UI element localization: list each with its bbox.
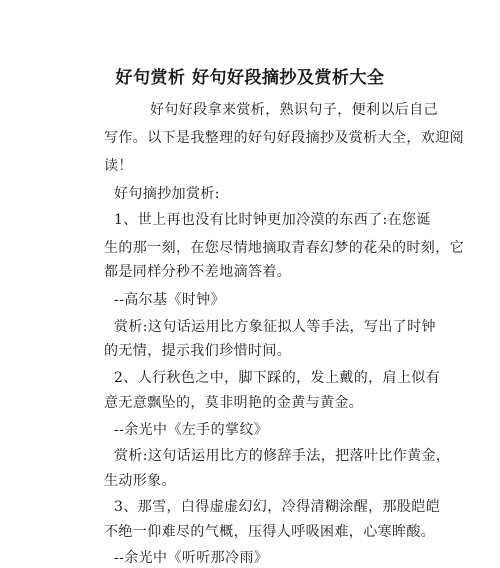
quote-2-line-1: 2、人行秋色之中，脚下踩的，发上戴的，肩上似有 (114, 370, 441, 386)
quote-1-line-3: 都是同样分秒不差地滴答着。 (104, 264, 292, 280)
quote-3-line-2: 不绝一仰难尽的气概，压得人呼吸困难，心寒眸酸。 (104, 524, 436, 540)
analysis-1-line-1: 赏析:这句话运用比方象征拟人等手法，写出了时钟 (114, 319, 436, 335)
analysis-2-line-1: 赏析:这句话运用比方的修辞手法，把落叶比作黄金， (114, 448, 451, 464)
quote-1-source: --高尔基《时钟》 (114, 292, 226, 308)
quote-3-line-1: 3、那雪，白得虚虚幻幻，冷得清糊涂醒，那股皑皑 (114, 499, 441, 515)
quote-1-line-1: 1、世上再也没有比时钟更加冷漠的东西了:在您诞 (114, 212, 431, 228)
quote-3-source: --余光中《听听那冷雨》 (114, 550, 269, 566)
intro-line-3: 读！ (104, 158, 133, 174)
intro-line-1: 好句好段拿来赏析，熟识句子，便利以后自己 (150, 102, 438, 118)
section-heading: 好句摘抄加赏析: (114, 186, 220, 202)
page-title: 好句赏析 好句好段摘抄及赏析大全 (115, 68, 385, 88)
quote-2-source: --余光中《左手的掌纹》 (114, 422, 269, 438)
quote-1-line-2: 生的那一刻，在您尽情地摘取青春幻梦的花朵的时刻，它 (104, 240, 464, 256)
analysis-2-line-2: 生动形象。 (104, 473, 176, 489)
analysis-1-line-2: 的无情，提示我们珍惜时间。 (104, 343, 292, 359)
quote-2-line-2: 意无意飘坠的，莫非明艳的金黄与黄金。 (104, 395, 364, 411)
intro-line-2: 写作。以下是我整理的好句好段摘抄及赏析大全，欢迎阅 (104, 130, 464, 146)
